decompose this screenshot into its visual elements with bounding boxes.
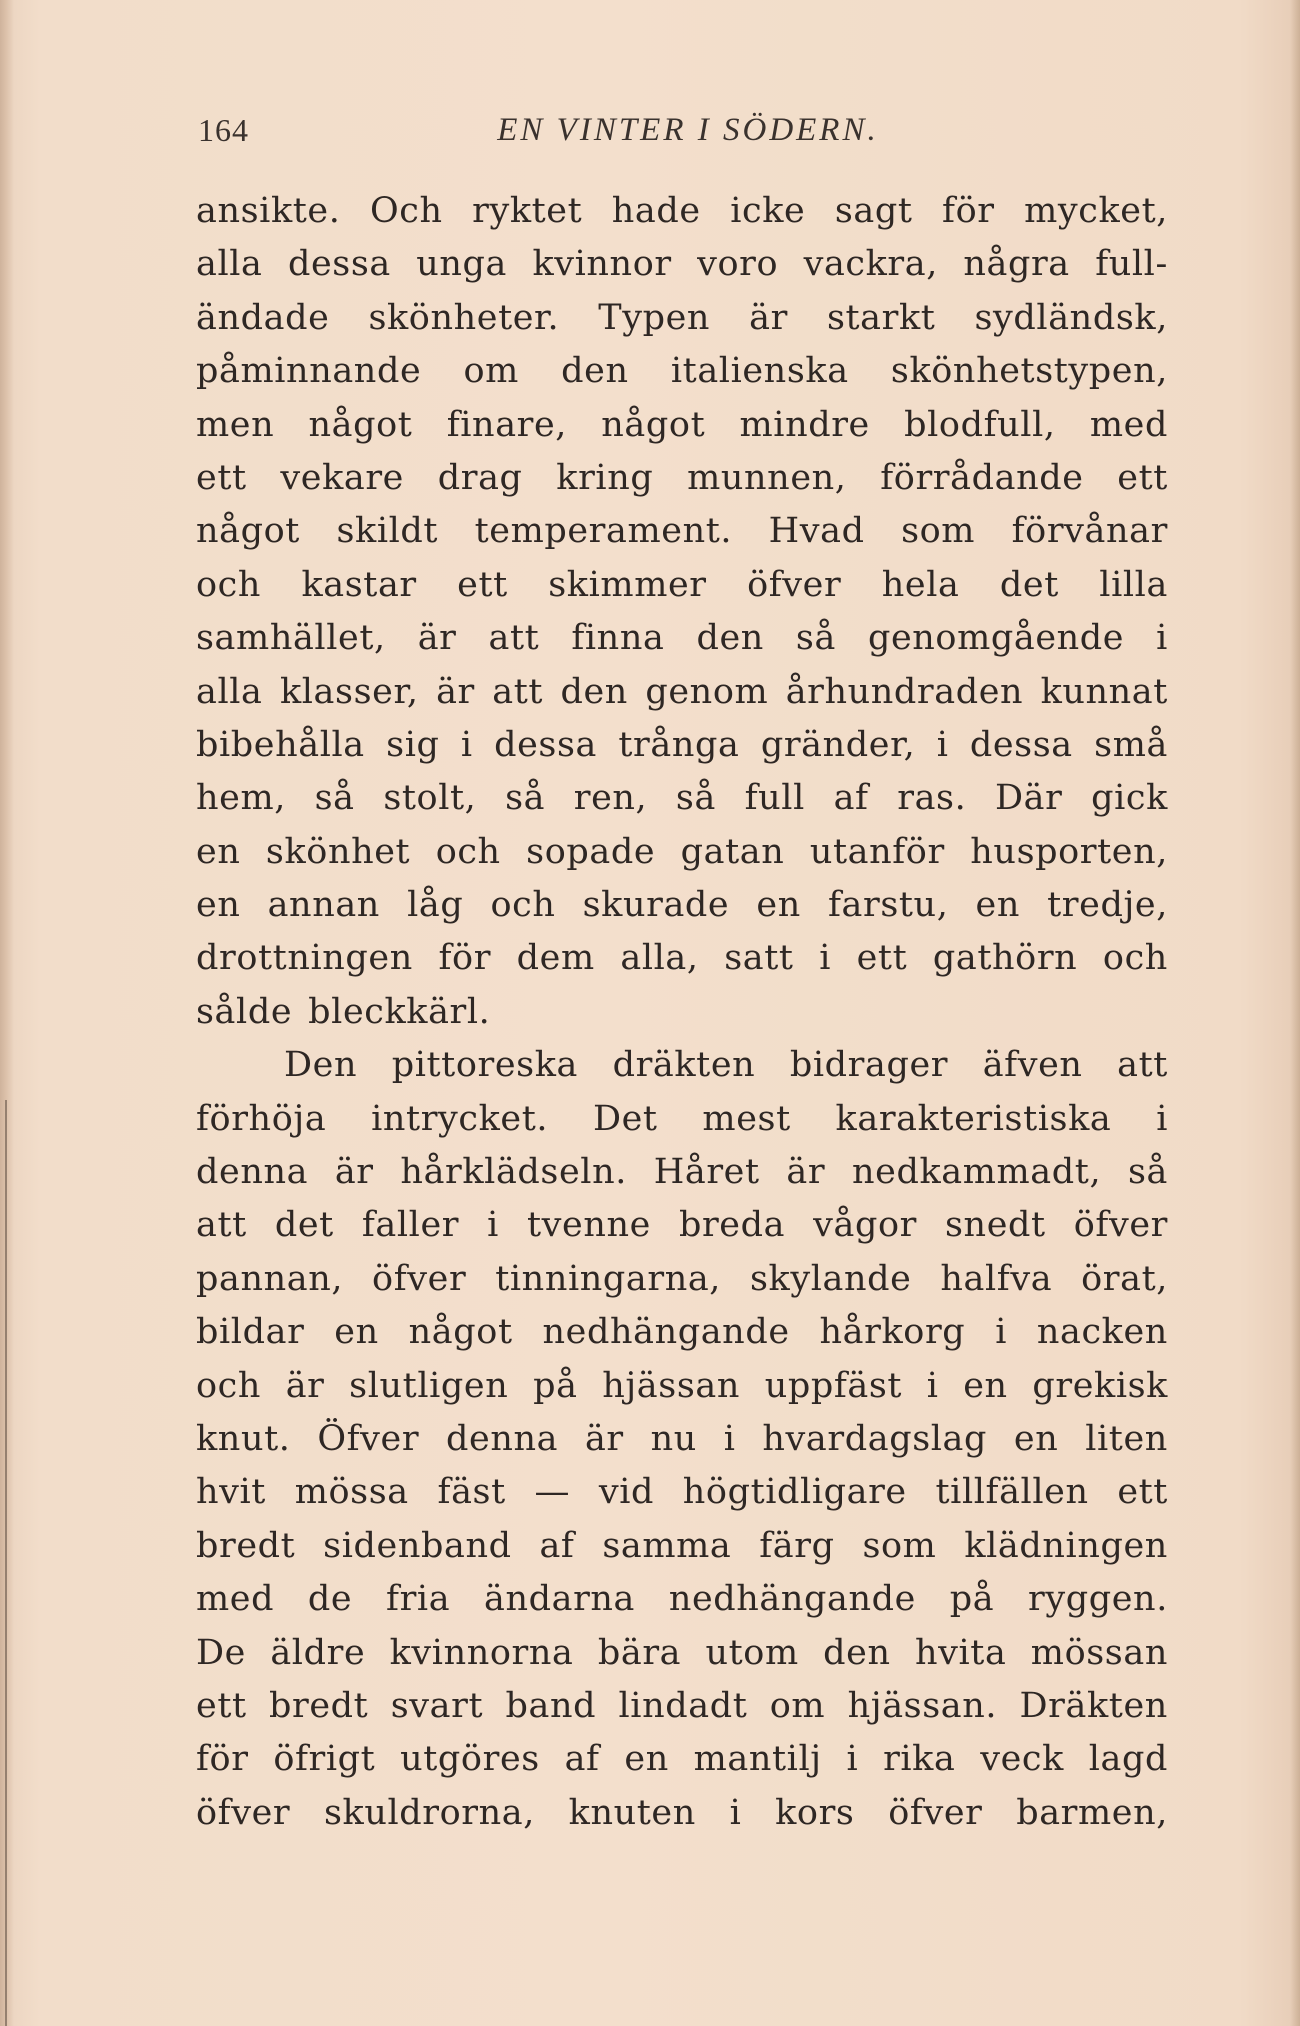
- text-line: Den pittoreska dräkten bidrager äfven att: [284, 1045, 1168, 1086]
- text-line: med de fria ändarna nedhängande på ryggen.: [196, 1579, 1168, 1620]
- text-line: något skildt temperament. Hvad som förvånar: [196, 511, 1168, 552]
- binding-edge-line: [5, 1100, 7, 2026]
- running-title: EN VINTER I SÖDERN.: [497, 112, 879, 148]
- text-line: ansikte. Och ryktet hade icke sagt för mycket,: [196, 191, 1168, 231]
- text-line: hvit mössa fäst — vid högtidligare tillfällen ett: [196, 1472, 1168, 1513]
- text-line: bibehålla sig i dessa trånga gränder, i dessa små: [196, 724, 1168, 765]
- text-line: De äldre kvinnorna bära utom den hvita mössan: [196, 1632, 1168, 1673]
- text-line: bildar en något nedhängande hårkorg i nacken: [196, 1312, 1168, 1353]
- text-line: förhöja intrycket. Det mest karakteristiska i: [196, 1098, 1168, 1139]
- text-line: drottningen för dem alla, satt i ett gathörn och: [196, 938, 1168, 979]
- page-header: [198, 112, 1178, 162]
- text-line: att det faller i tvenne breda vågor snedt öfver: [196, 1205, 1168, 1246]
- text-line: ett vekare drag kring munnen, förrådande ett: [196, 457, 1168, 498]
- text-line: knut. Öfver denna är nu i hvardagslag en liten: [196, 1418, 1168, 1459]
- text-line: och kastar ett skimmer öfver hela det lilla: [196, 564, 1168, 605]
- text-line: påminnande om den italienska skönhetstypen,: [196, 351, 1168, 392]
- text-line: alla dessa unga kvinnor voro vackra, några full-: [196, 244, 1168, 285]
- text-line: ett bredt svart band lindadt om hjässan. Dräkten: [196, 1685, 1168, 1726]
- page-edge-shadow: [1290, 0, 1300, 2026]
- text-line: pannan, öfver tinningarna, skylande halfva örat,: [196, 1258, 1168, 1299]
- page-number: 164: [198, 112, 249, 148]
- page-gutter-shadow: [0, 0, 14, 2026]
- text-line: men något finare, något mindre blodfull, med: [196, 404, 1168, 445]
- body-text: [196, 185, 1168, 1840]
- text-line: hem, så stolt, så ren, så full af ras. Där gick: [196, 778, 1168, 819]
- text-line: för öfrigt utgöres af en mantilj i rika veck lagd: [196, 1739, 1168, 1780]
- text-line: alla klasser, är att den genom århundraden kunnat: [196, 671, 1168, 712]
- text-line: en skönhet och sopade gatan utanför husporten,: [196, 831, 1168, 872]
- text-line: sålde bleckkärl.: [196, 991, 491, 1032]
- text-line: bredt sidenband af samma färg som klädningen: [196, 1525, 1168, 1566]
- text-line: öfver skuldrorna, knuten i kors öfver barmen,: [196, 1792, 1168, 1833]
- text-line: samhället, är att finna den så genomgående i: [196, 618, 1168, 659]
- text-line: denna är hårklädseln. Håret är nedkammadt, så: [196, 1152, 1168, 1193]
- text-line: en annan låg och skurade en farstu, en tredje,: [196, 885, 1168, 926]
- text-line: ändade skönheter. Typen är starkt sydländsk,: [196, 297, 1168, 338]
- text-line: och är slutligen på hjässan uppfäst i en grekisk: [196, 1365, 1168, 1406]
